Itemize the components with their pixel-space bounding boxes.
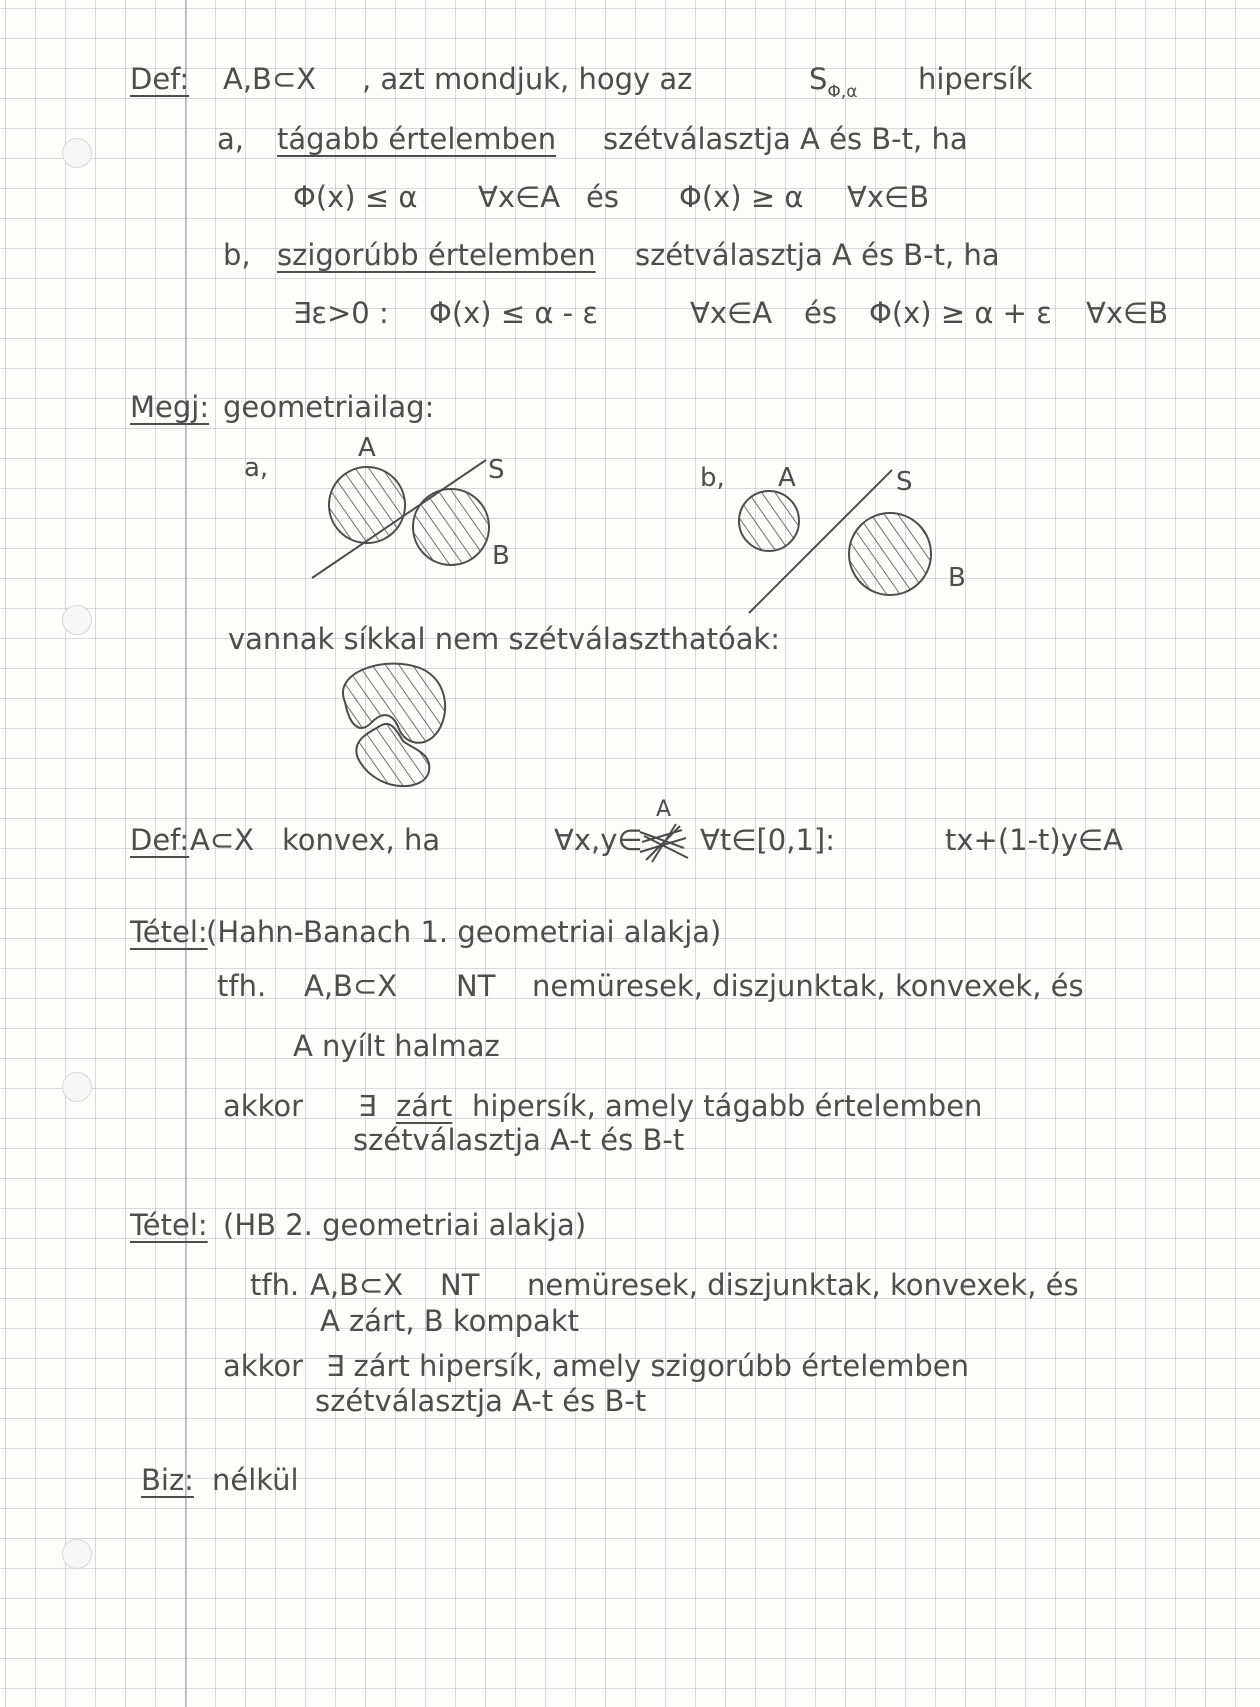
theorem1-label: Tétel: bbox=[130, 915, 208, 949]
remark-text: geometriailag: bbox=[223, 390, 435, 424]
def1-b-cond-phi-le: Φ(x) ≤ α - ε bbox=[429, 296, 599, 330]
theorem2-label: Tétel: bbox=[130, 1208, 208, 1242]
def1-hyperplane-word: hipersík bbox=[918, 62, 1033, 96]
theorem1-props: nemüresek, diszjunktak, konvexek, és bbox=[532, 969, 1084, 1003]
def1-b-cond-and: és bbox=[804, 296, 837, 330]
def1-b-rest: szétválasztja A és B-t, ha bbox=[635, 238, 1000, 272]
fig-a-label-b: B bbox=[492, 541, 510, 571]
def1-b-cond-phi-ge: Φ(x) ≥ α + ε bbox=[869, 296, 1052, 330]
def1-a-cond-phi-le: Φ(x) ≤ α bbox=[293, 180, 418, 214]
def2-forall-xy: ∀x,y∈ bbox=[554, 823, 643, 857]
def1-a-marker: a, bbox=[217, 122, 244, 156]
fig-b-set-b-circle bbox=[849, 513, 931, 595]
theorem1-open: A nyílt halmaz bbox=[293, 1029, 500, 1063]
nonseparable-text: vannak síkkal nem szétválaszthatóak: bbox=[228, 622, 781, 656]
hyperplane-symbol: S bbox=[809, 62, 828, 96]
def2-forall-t: ∀t∈[0,1]: bbox=[700, 823, 835, 857]
def1-a-sense: tágabb értelemben bbox=[277, 122, 557, 156]
def1-a-cond-phi-ge: Φ(x) ≥ α bbox=[679, 180, 804, 214]
fig-a-set-b-circle bbox=[413, 489, 489, 565]
remark-label: Megj: bbox=[130, 390, 210, 424]
theorem2-nt: NT bbox=[440, 1268, 480, 1302]
theorem2-akkor: akkor bbox=[223, 1349, 303, 1383]
def1-label: Def: bbox=[130, 62, 190, 96]
def1-sets: A,B⊂X bbox=[223, 62, 317, 96]
theorem1-closed: zárt bbox=[396, 1089, 453, 1123]
fig-a-set-a-circle bbox=[329, 467, 405, 543]
theorem2-tfh: tfh. bbox=[250, 1268, 300, 1302]
theorem2-props: nemüresek, diszjunktak, konvexek, és bbox=[527, 1268, 1079, 1302]
theorem2-conclusion: ∃ zárt hipersík, amely szigorúbb értelemben bbox=[326, 1349, 969, 1383]
fig-b-label-s: S bbox=[896, 467, 913, 497]
theorem2-closed-compact: A zárt, B kompakt bbox=[320, 1304, 579, 1338]
theorem1-nt: NT bbox=[456, 969, 496, 1003]
def1-intro: , azt mondjuk, hogy az bbox=[362, 62, 693, 96]
scribbled-out-mark bbox=[640, 824, 688, 862]
fig-b-marker: b, bbox=[700, 463, 725, 493]
fig-a-label-s: S bbox=[488, 455, 505, 485]
theorem1-conclusion-2: szétválasztja A-t és B-t bbox=[353, 1123, 685, 1157]
def2-subject: A⊂X bbox=[190, 823, 255, 857]
theorem1-akkor: akkor bbox=[223, 1089, 303, 1123]
fig-b-label-b: B bbox=[948, 563, 966, 593]
fig-b-label-a: A bbox=[778, 463, 796, 493]
def2-label: Def: bbox=[130, 823, 190, 857]
theorem1-tfh: tfh. bbox=[217, 969, 267, 1003]
def2-combination: tx+(1-t)y∈A bbox=[945, 823, 1124, 857]
def1-b-cond-exists: ∃ε>0 : bbox=[293, 296, 389, 330]
theorem1-title: (Hahn-Banach 1. geometriai alakja) bbox=[206, 915, 722, 949]
hyperplane-subscript: Φ,α bbox=[827, 82, 858, 102]
def2-konvex: konvex, ha bbox=[282, 823, 441, 857]
theorem2-conclusion-2: szétválasztja A-t és B-t bbox=[315, 1384, 647, 1418]
fig-a-marker: a, bbox=[244, 453, 269, 483]
def1-a-cond-forall-b: ∀x∈B bbox=[847, 180, 930, 214]
def1-b-cond-forall-a: ∀x∈A bbox=[690, 296, 773, 330]
theorem1-exists: ∃ bbox=[358, 1089, 377, 1123]
proof-text: nélkül bbox=[212, 1463, 299, 1497]
def2-correction: A bbox=[656, 797, 672, 822]
def1-a-rest: szétválasztja A és B-t, ha bbox=[603, 122, 968, 156]
proof-label: Biz: bbox=[141, 1463, 194, 1497]
def1-a-cond-and: és bbox=[586, 180, 619, 214]
def1-b-marker: b, bbox=[223, 238, 251, 272]
theorem2-sets: A,B⊂X bbox=[310, 1268, 404, 1302]
theorem1-sets: A,B⊂X bbox=[304, 969, 398, 1003]
fig-a-label-a: A bbox=[358, 433, 376, 463]
fig-b-set-a-circle bbox=[739, 491, 799, 551]
def1-b-cond-forall-b: ∀x∈B bbox=[1086, 296, 1169, 330]
theorem1-conclusion: hipersík, amely tágabb értelemben bbox=[472, 1089, 983, 1123]
theorem2-title: (HB 2. geometriai alakja) bbox=[223, 1208, 587, 1242]
def1-a-cond-forall-a: ∀x∈A bbox=[478, 180, 561, 214]
def1-b-sense: szigorúbb értelemben bbox=[277, 238, 596, 272]
